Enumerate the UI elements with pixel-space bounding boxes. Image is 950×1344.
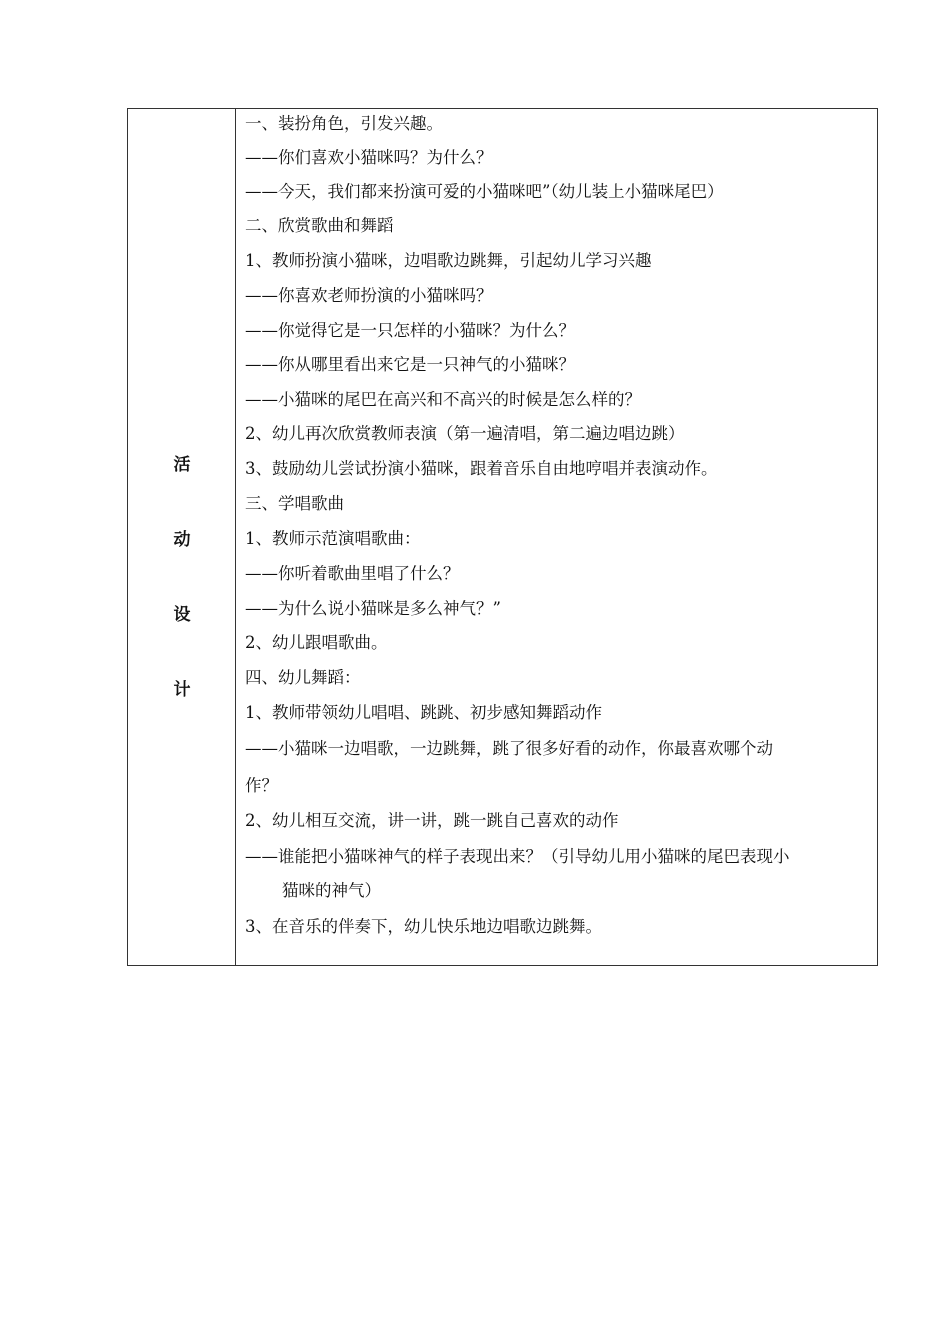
section-label-char: 设: [173, 605, 191, 625]
section-label-char: 动: [173, 530, 191, 550]
content-line: ——你觉得它是一只怎样的小猫咪？为什么？: [245, 321, 575, 340]
content-line: 2、幼儿再次欣赏教师表演（第一遍清唱，第二遍边唱边跳）: [245, 424, 685, 443]
content-line: 1、教师带领幼儿唱唱、跳跳、初步感知舞蹈动作: [245, 703, 602, 722]
content-line: ——为什么说小猫咪是多么神气？”: [245, 599, 501, 618]
content-line: ——你从哪里看出来它是一只神气的小猫咪？: [245, 355, 575, 374]
content-line: 四、幼儿舞蹈：: [245, 668, 361, 687]
section-label-char: 计: [173, 680, 191, 700]
content-line: 3、在音乐的伴奏下，幼儿快乐地边唱歌边跳舞。: [245, 917, 602, 936]
content-line: 二、欣赏歌曲和舞蹈: [245, 216, 394, 235]
content-line: 3、鼓励幼儿尝试扮演小猫咪，跟着音乐自由地哼唱并表演动作。: [245, 459, 718, 478]
content-line: ——小猫咪一边唱歌，一边跳舞，跳了很多好看的动作，你最喜欢哪个动: [245, 739, 773, 758]
section-label-cell: [128, 109, 236, 965]
content-line: 2、幼儿跟唱歌曲。: [245, 633, 388, 652]
content-line: 1、教师示范演唱歌曲：: [245, 529, 421, 548]
content-line: ——你喜欢老师扮演的小猫咪吗？: [245, 286, 493, 305]
section-label-char: 活: [173, 455, 191, 475]
content-line: 猫咪的神气）: [282, 881, 381, 900]
content-line: ——小猫咪的尾巴在高兴和不高兴的时候是怎么样的？: [245, 390, 641, 409]
activity-design-table: [127, 108, 878, 966]
content-line: 作？: [245, 776, 278, 795]
content-line: 2、幼儿相互交流，讲一讲，跳一跳自己喜欢的动作: [245, 811, 619, 830]
content-line: 1、教师扮演小猫咪，边唱歌边跳舞，引起幼儿学习兴趣: [245, 251, 652, 270]
content-line: 一、装扮角色，引发兴趣。: [245, 114, 443, 133]
content-line: 三、学唱歌曲: [245, 494, 344, 513]
content-line: ——你听着歌曲里唱了什么？: [245, 564, 460, 583]
content-line: ——你们喜欢小猫咪吗？为什么？: [245, 148, 493, 167]
activity-content-cell: [236, 109, 877, 965]
content-line: ——谁能把小猫咪神气的样子表现出来？（引导幼儿用小猫咪的尾巴表现小: [245, 847, 790, 866]
content-line: ——今天，我们都来扮演可爱的小猫咪吧”（幼儿装上小猫咪尾巴）: [245, 182, 724, 201]
